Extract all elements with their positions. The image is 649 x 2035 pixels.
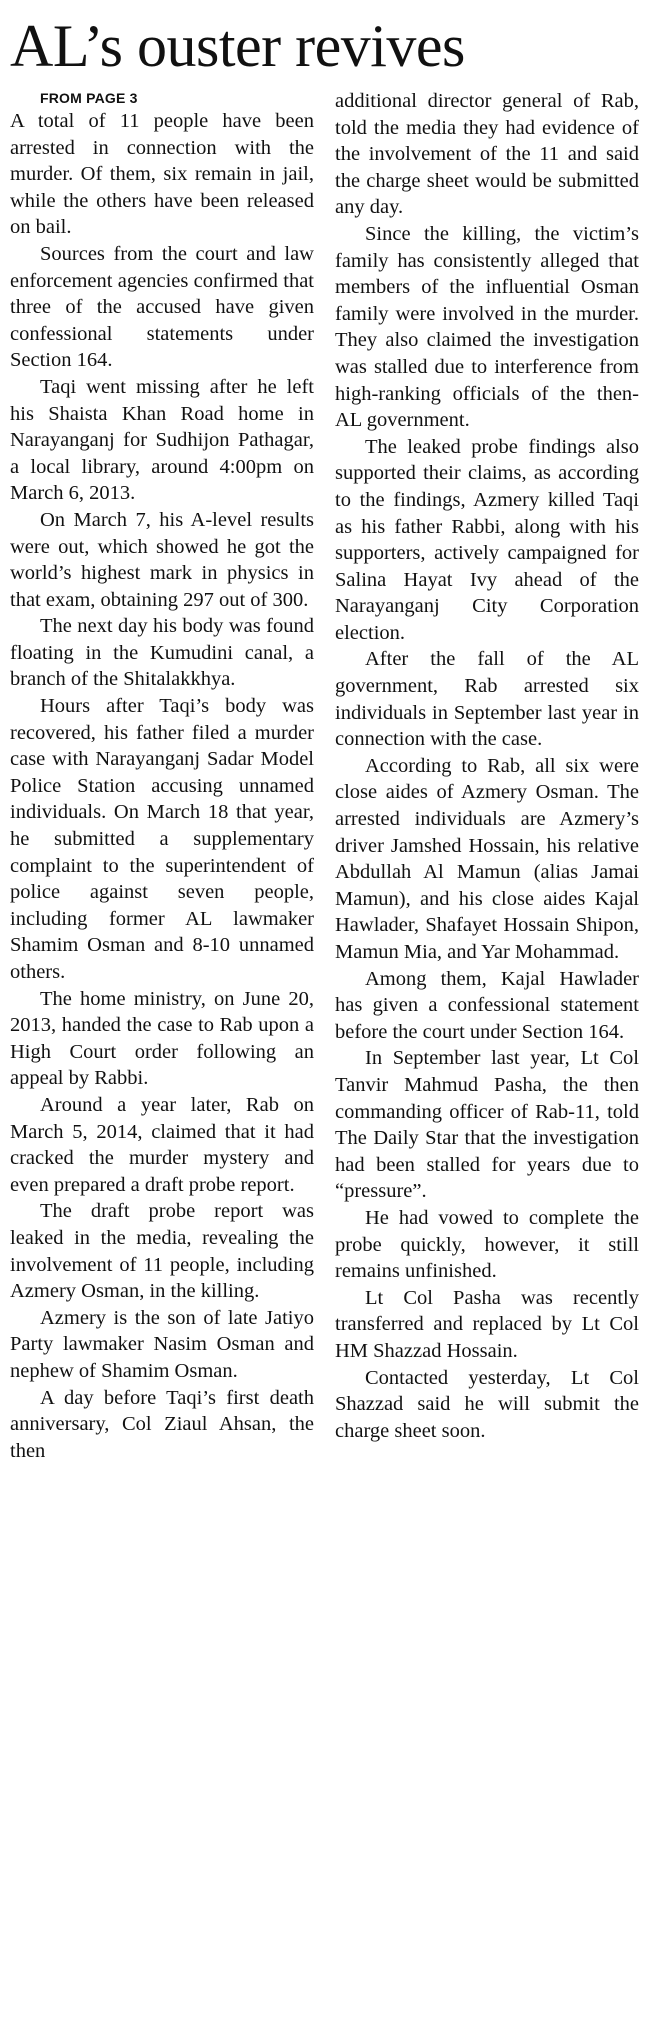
article-body (10, 88, 639, 1464)
paragraph: The home ministry, on June 20, 2013, handed the case to Rab upon a High Court order following an appeal by Rabbi. (10, 987, 314, 1090)
paragraph: A total of 11 people have been arrested in connection with the murder. Of them, six remain in jail, while the others have been released on bail. (10, 110, 314, 239)
paragraph: Taqi went missing after he left his Shaista Khan Road home in Narayanganj for Sudhijon Pathagar, a local library, around 4:00pm on March 6, 2013. (10, 375, 314, 505)
paragraph: After the fall of the AL government, Rab arrested six individuals in September last year in connection with the case. (335, 648, 639, 751)
paragraph: Around a year later, Rab on March 5, 2014, claimed that it had cracked the murder mystery and even prepared a draft probe report. (10, 1093, 314, 1196)
paragraph: Azmery is the son of late Jatiyo Party lawmaker Nasim Osman and nephew of Shamim Osman. (10, 1306, 314, 1382)
headline: AL’s ouster revives (10, 13, 465, 79)
paragraph: Since the killing, the victim’s family has consistently alleged that members of the influential Osman family were involved in the murder. They also claimed the investigation was stalled due to interference from high-ranking officials of the then-AL government. (335, 222, 639, 432)
paragraph: In September last year, Lt Col Tanvir Mahmud Pasha, the then commanding officer of Rab-11, told The Daily Star that the investigation had been stalled for years due to “pressure”. (335, 1047, 639, 1203)
paragraph: Lt Col Pasha was recently transferred and replaced by Lt Col HM Shazzad Hossain. (335, 1286, 639, 1362)
paragraph: The leaked probe findings also supported their claims, as according to the findings, Azmery killed Taqi as his father Rabbi, along with his supporters, actively campaigned for Salina Hayat Ivy ahead of the Narayanganj City Corporation election. (335, 435, 639, 644)
paragraph: According to Rab, all six were close aides of Azmery Osman. The arrested individuals are Azmery’s driver Jamshed Hossain, his relative Abdullah Al Mamun (alias Jamai Mamun), and his close aides Kajal Hawlader, Shafayet Hossain Shipon, Mamun Mia, and Yar Mohammad. (335, 754, 639, 963)
paragraph-continued: additional director general of Rab, told the media they had evidence of the involvement of the 11 and said the charge sheet would be submitted any day. (335, 90, 639, 219)
paragraph: He had vowed to complete the probe quickly, however, it still remains unfinished. (335, 1206, 639, 1283)
paragraph: Contacted yesterday, Lt Col Shazzad said he will submit the charge sheet soon. (335, 1366, 639, 1442)
column-right (335, 88, 639, 1464)
paragraph: On March 7, his A-level results were out, which showed he got the world’s highest mark in physics in that exam, obtaining 297 out of 300. (10, 508, 314, 611)
continuation-kicker: FROM PAGE 3 (40, 90, 138, 106)
paragraph: Among them, Kajal Hawlader has given a confessional statement before the court under Section 164. (335, 967, 639, 1043)
paragraph: The draft probe report was leaked in the media, revealing the involvement of 11 people, including Azmery Osman, in the killing. (10, 1200, 314, 1303)
paragraph: The next day his body was found floating in the Kumudini canal, a branch of the Shitalakkhya. (10, 615, 314, 691)
column-left (10, 88, 314, 1464)
paragraph: Hours after Taqi’s body was recovered, his father filed a murder case with Narayanganj Sadar Model Police Station accusing unnamed individuals. On March 18 that year, he submitted a supplementary complaint to the superintendent of police against seven people, including former AL lawmaker Shamim Osman and 8-10 unnamed others. (10, 695, 314, 983)
paragraph: Sources from the court and law enforcement agencies confirmed that three of the accused have given confessional statements under Section 164. (10, 242, 314, 372)
paragraph: A day before Taqi’s first death anniversary, Col Ziaul Ahsan, the then (10, 1386, 314, 1462)
